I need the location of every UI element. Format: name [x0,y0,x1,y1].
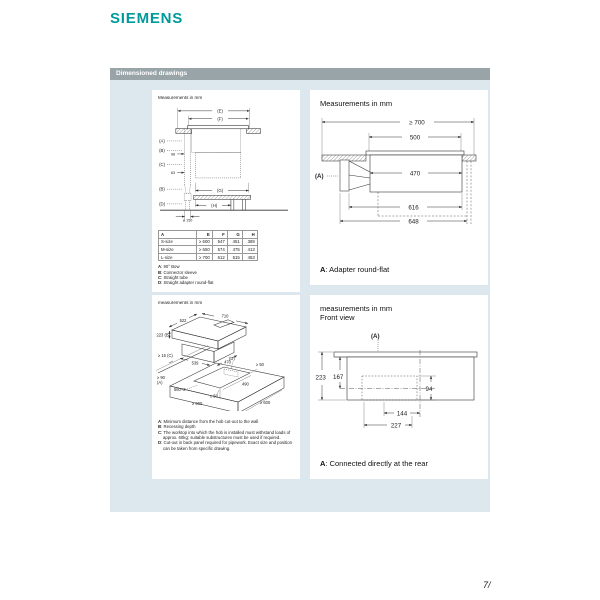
shelf [194,195,251,210]
col-H: H [242,231,257,239]
dim-F [189,116,249,127]
svg-text:(D): (D) [159,201,166,207]
svg-text:227: 227 [390,422,402,430]
dim-cut-width: 560+2 [174,387,186,392]
legend-item: D: Straight adapter round-flat [158,280,214,286]
legend-item: B: Connector sleeve [158,269,197,275]
legend-item: D: Cut-out in back panel required for pipework. Exact size and position can be taken from specific drawing. [158,440,292,451]
hob-plate [334,352,477,357]
svg-text:(A): (A) [159,138,165,144]
svg-text:(E): (E) [217,108,223,114]
svg-text:616: 616 [408,204,419,212]
duct-side-drawing [156,102,294,222]
svg-text:(B): (B) [159,186,165,192]
dim-outer [340,193,467,226]
svg-text:(G): (G) [216,188,224,194]
svg-text:94: 94 [425,385,433,393]
legend-item: A: 90° Bow [158,264,180,270]
panel-title: Measurements in mm [158,95,203,100]
dim-side-min-label: (A) [157,380,163,385]
front-view-drawing [314,329,484,435]
svg-text:(F): (F) [217,116,223,122]
legend-item: A: Minimum distance from the hob cut-out to the wall [158,419,259,424]
label-A: (A) [371,332,380,340]
worktop-hatch [176,129,261,134]
col-G: G [227,231,242,239]
panel-title-line2: Front view [320,313,355,323]
duct-side-panel [152,90,300,292]
installation-drawing [156,307,296,411]
svg-text:710: 710 [221,313,229,319]
legend-item: C: The worktop into which the hob is installed must withstand loads of approx. 60kg; suitable substructures must be used if required. [158,429,291,441]
dim-cab-depth: ≥ 600 [260,400,271,405]
svg-text:500: 500 [409,134,421,142]
dim-base-width [180,358,210,365]
svg-text:(C): (C) [159,161,166,167]
adapter-panel [310,90,488,285]
svg-text:(H): (H) [211,202,218,208]
installation-legend [158,419,296,451]
dim-hob-height [157,331,171,339]
dim-side-min: ≥ 90 [157,375,165,380]
svg-text:144: 144 [396,410,408,418]
left-part-labels [159,138,184,206]
cut-width-leader [187,385,198,389]
hob-body-dotted [192,129,241,178]
svg-text:98: 98 [170,152,176,157]
dim-mid [349,193,462,212]
dim-G [195,183,248,194]
svg-text:63: 63 [170,171,176,175]
dim-upper-height [333,357,346,389]
label-D: (D) [229,356,235,361]
col-F: F [212,231,227,239]
duct-legend [158,264,296,285]
label-D-leader [231,362,233,370]
svg-text:648: 648 [408,218,419,226]
svg-text:470: 470 [224,359,231,365]
adapter-drawing [314,114,484,232]
hob-isometric [172,317,246,366]
dim-wall-gap: ≥ 16 (C) [158,353,173,358]
svg-text:223: 223 [315,374,326,382]
dim-front-clear: ≥ 50 [210,393,218,399]
hob-plate [366,151,464,155]
caption: A: Connected directly at the rear [320,459,428,468]
installation-panel [152,295,300,479]
drawings-area [110,80,490,512]
svg-text:(B): (B) [159,148,165,154]
col-A: A [159,231,197,239]
svg-text:470: 470 [409,170,421,178]
svg-text:≥ 700: ≥ 700 [409,119,425,127]
section-header: Dimensioned drawings [110,68,490,80]
duct-size-table [158,230,258,261]
svg-text:167: 167 [333,373,344,381]
table-row: L-size ≥ 700 612 515 453 [159,253,258,261]
panel-title: measurements in mm [158,300,203,305]
label-A: (A) [315,173,324,181]
table-row: S-size ≥ 600 547 451 389 [159,238,258,246]
panel-title-line1: measurements in mm [320,304,393,313]
legend-item: B: Recessing depth [158,424,196,430]
front-view-panel [310,295,488,479]
svg-text:522: 522 [179,318,187,323]
round-flat-adapter [340,160,370,191]
duct-channel [184,129,191,210]
dim-pipe-diameter [176,210,200,222]
svg-text:539: 539 [191,360,199,366]
dim-H [195,199,230,208]
svg-text:ø 150: ø 150 [182,218,193,222]
front-clear-tick [217,390,219,395]
hob-plate [188,126,249,129]
page-number: 7/ [483,580,491,590]
dim-duct-width [384,402,420,417]
dim-cut-depth: 490 [242,381,249,387]
svg-text:223 (B): 223 (B) [156,332,170,338]
panel-title [320,304,488,323]
col-E: E [197,231,213,239]
legend-item: C: Straight tube [158,275,188,281]
dim-cab-width: ≥ 600 [192,401,203,406]
caption: A: Adapter round-flat [320,265,390,274]
panel-title: Measurements in mm [320,99,393,108]
table-row: M-size ≥ 650 574 475 413 [159,246,258,254]
dim-rear-clear: ≥ 50 [256,362,264,367]
siemens-logo: SIEMENS [110,10,184,27]
dim-hob-width [202,313,248,323]
hob-body [347,357,474,400]
